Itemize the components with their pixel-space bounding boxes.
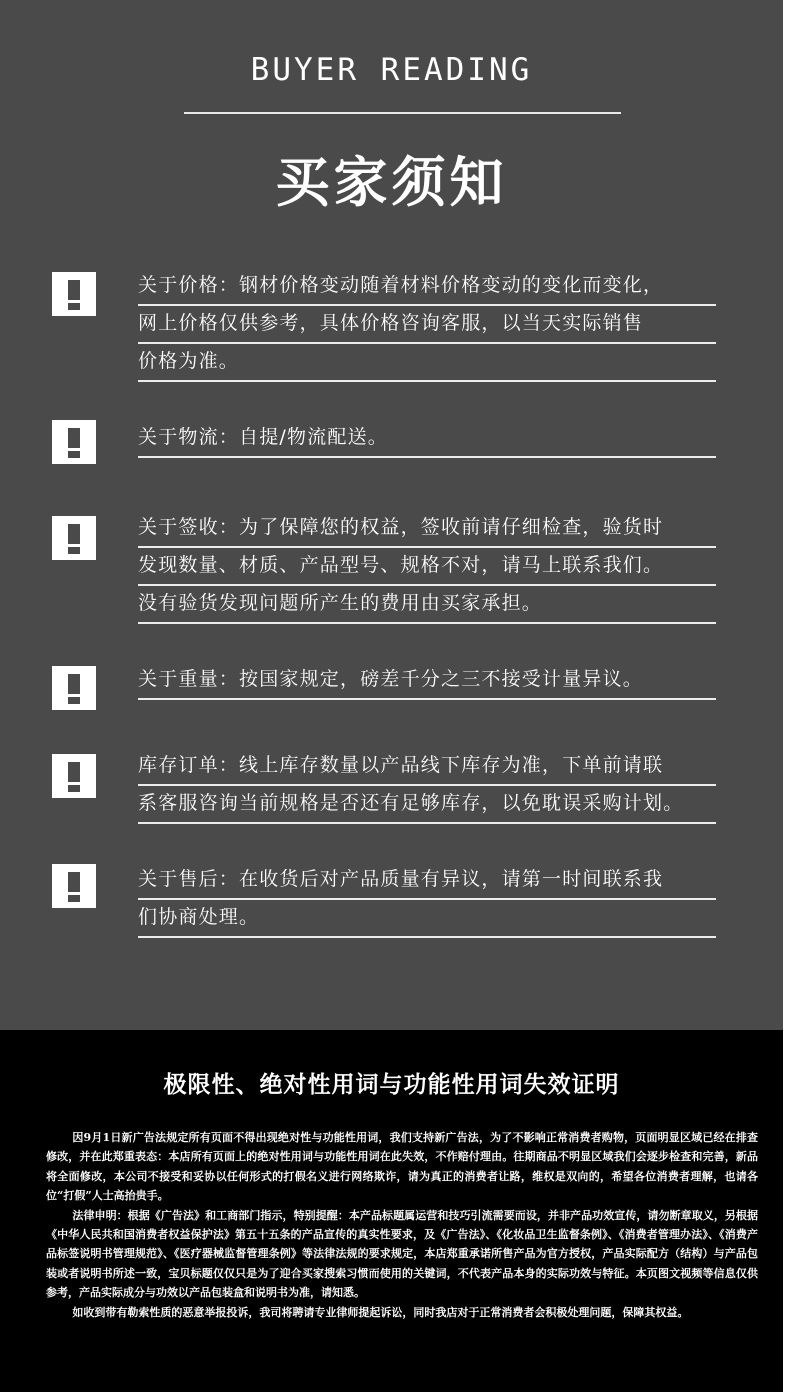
notice-text bbox=[138, 510, 738, 624]
header-divider bbox=[184, 112, 621, 114]
legal-title: 极限性、绝对性用词与功能性用词失效证明 bbox=[163, 1071, 620, 1098]
exclamation-icon bbox=[52, 754, 96, 798]
notice-line: 关于价格：钢材价格变动随着材料价格变动的变化而变化， bbox=[138, 268, 716, 306]
notice-line: 们协商处理。 bbox=[138, 900, 716, 938]
notice-text bbox=[138, 268, 738, 382]
header-title-en: BUYER READING bbox=[250, 52, 533, 88]
exclamation-icon bbox=[52, 420, 96, 464]
notice-line: 关于售后：在收货后对产品质量有异议，请第一时间联系我 bbox=[138, 862, 716, 900]
notice-line: 系客服咨询当前规格是否还有足够库存，以免耽误采购计划。 bbox=[138, 786, 716, 824]
notice-line: 没有验货发现问题所产生的费用由买家承担。 bbox=[138, 586, 716, 624]
notice-line: 发现数量、材质、产品型号、规格不对，请马上联系我们。 bbox=[138, 548, 716, 586]
legal-body bbox=[46, 1128, 758, 1322]
notice-line: 关于物流：自提/物流配送。 bbox=[138, 420, 716, 458]
exclamation-icon bbox=[52, 272, 96, 316]
header-title-cn: 买家须知 bbox=[275, 151, 508, 214]
legal-paragraph: 法律申明：根据《广告法》和工商部门指示，特别提醒：本产品标题属运营和技巧引流需要而设，并非产品功效宣传，请勿断章取义，另根据《中华人民共和国消费者权益保护法》第五十五条的产品宣传的真实性要求，及《广告法》、《化妆品卫生监督条例》、《消费者管理办法》、《消费产品标签说明书管理规范》、《医疗器械监督管理条例》等法律法规的要求规定，本店郑重承诺所售产品为官方授权，产品实际配方（结构）与产品包装或者说明书所述一致，宝贝标题仅仅只是为了迎合买家搜索习惯而使用的关键词，不代表产品本身的实际功效与特征。本页图文视频等信息仅供参考，产品实际成分与功效以产品包装盒和说明书为准，请知悉。 bbox=[46, 1208, 758, 1300]
legal-paragraph: 如收到带有勒索性质的恶意举报投诉，我司将聘请专业律师提起诉讼，同时我店对于正常消费者会积极处理问题，保障其权益。 bbox=[72, 1305, 689, 1319]
notice-line: 库存订单：线上库存数量以产品线下库存为准，下单前请联 bbox=[138, 748, 716, 786]
notice-line: 价格为准。 bbox=[138, 344, 716, 382]
notice-text bbox=[138, 662, 738, 700]
notice-line: 网上价格仅供参考，具体价格咨询客服，以当天实际销售 bbox=[138, 306, 716, 344]
notice-line: 关于签收：为了保障您的权益，签收前请仔细检查，验货时 bbox=[138, 510, 716, 548]
legal-paragraph: 因9月1日新广告法规定所有页面不得出现绝对性与功能性用词，我们支持新广告法，为了不影响正常消费者购物，页面明显区域已经在排查修改，并在此郑重表态：本店所有页面上的绝对性用词与功能性用词在此失效，不作赔付理由。往期商品不明显区域我们会逐步检查和完善，新品将全面修改，本公司不接受和妥协以任何形式的打假名义进行网络欺诈，请为真正的消费者让路，维权是双向的，希望各位消费者理解，也请各位“打假”人士高抬贵手。 bbox=[46, 1131, 758, 1203]
exclamation-icon bbox=[52, 516, 96, 560]
exclamation-icon bbox=[52, 666, 96, 710]
notice-text bbox=[138, 748, 738, 824]
notice-line: 关于重量：按国家规定，磅差千分之三不接受计量异议。 bbox=[138, 662, 716, 700]
exclamation-icon bbox=[52, 864, 96, 908]
notice-text bbox=[138, 420, 738, 458]
notice-text bbox=[138, 862, 738, 938]
